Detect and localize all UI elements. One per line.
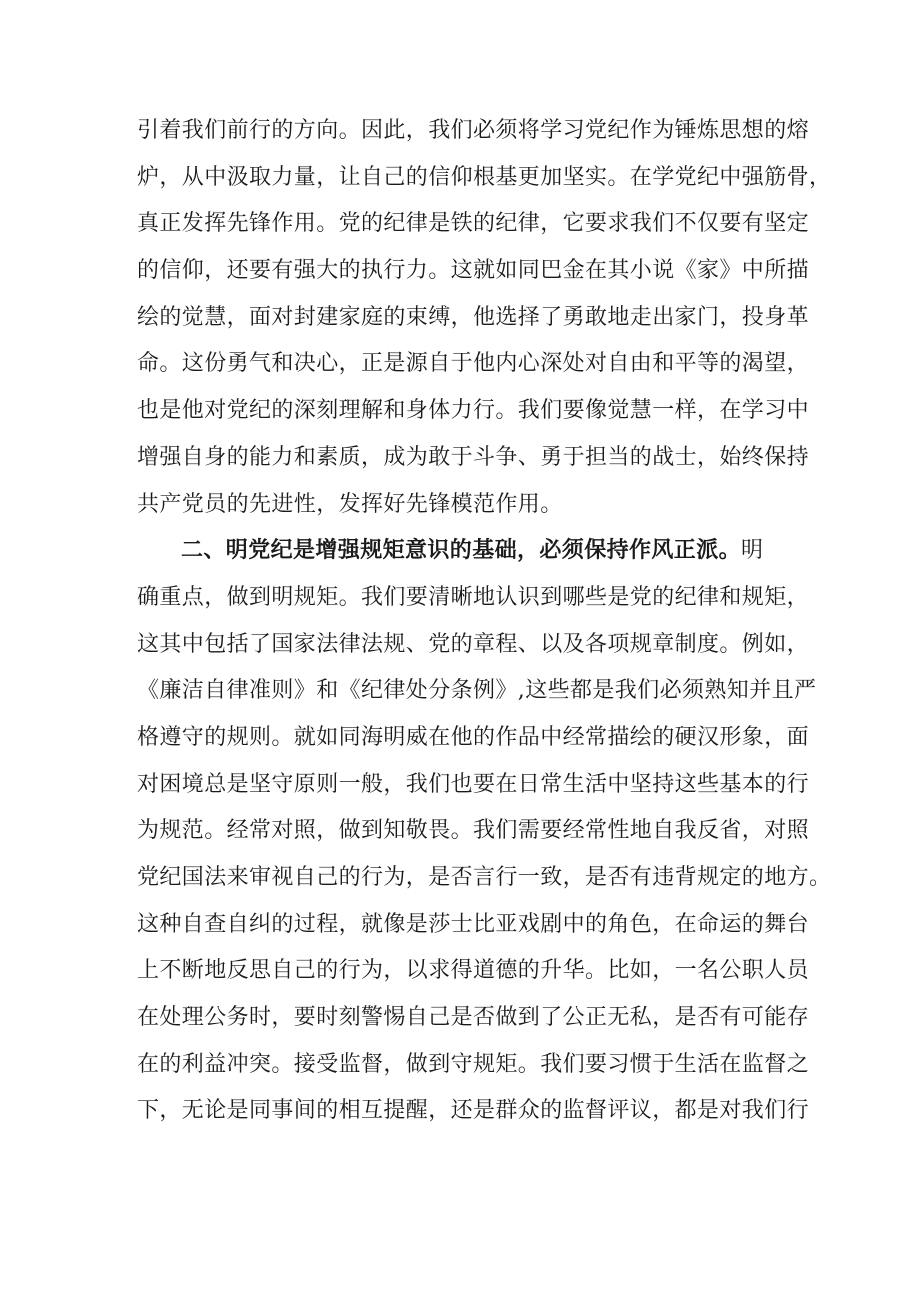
paragraph-line: 下，无论是同事间的相互提醒，还是群众的监督评议，都是对我们行 xyxy=(137,1098,810,1124)
paragraph-line: 也是他对党纪的深刻理解和身体力行。我们要像觉慧一样，在学习中 xyxy=(137,398,810,424)
paragraph-line: 这种自查自纠的过程，就像是莎士比亚戏剧中的角色，在命运的舞台 xyxy=(137,911,810,937)
paragraph-line: 增强自身的能力和素质，成为敢于斗争、勇于担当的战士，始终保持 xyxy=(137,444,810,470)
paragraph-line: 为规范。经常对照，做到知敬畏。我们需要经常性地自我反省，对照 xyxy=(137,818,810,844)
paragraph-line: 党纪国法来审视自己的行为，是否言行一致，是否有违背规定的地方。 xyxy=(137,865,832,890)
paragraph-line: 引着我们前行的方向。因此，我们必须将学习党纪作为锤炼思想的熔 xyxy=(137,118,810,143)
paragraph-2 xyxy=(137,528,832,1135)
paragraph-line: 真正发挥先锋作用。党的纪律是铁的纪律，它要求我们不仅要有坚定 xyxy=(137,211,810,237)
document-body xyxy=(137,108,832,1135)
paragraph-line: 确重点，做到明规矩。我们要清晰地认识到哪些是党的纪律和规矩， xyxy=(137,584,810,610)
paragraph-line: 在处理公务时，要时刻警惕自己是否做到了公正无私，是否有可能存 xyxy=(137,1005,810,1031)
paragraph-line: 绘的觉慧，面对封建家庭的束缚，他选择了勇敢地走出家门，投身革 xyxy=(137,304,810,330)
paragraph-line: 对困境总是坚守原则一般，我们也要在日常生活中坚持这些基本的行 xyxy=(137,771,810,797)
paragraph-line: 格遵守的规则。就如同海明威在他的作品中经常描绘的硬汉形象，面 xyxy=(137,724,810,750)
paragraph-1 xyxy=(137,108,832,528)
paragraph-first-line xyxy=(137,528,787,575)
paragraph-line: 上不断地反思自己的行为，以求得道德的升华。比如，一名公职人员 xyxy=(137,958,810,984)
paragraph-line: 命。这份勇气和决心，正是源自于他内心深处对自由和平等的渴望， xyxy=(137,351,810,377)
paragraph-line: 共产党员的先进性，发挥好先锋模范作用。 xyxy=(137,491,563,517)
section-heading: 二、明党纪是增强规矩意识的基础，必须保持作风正派。 xyxy=(181,538,742,564)
heading-continuation: 明 xyxy=(741,538,764,564)
paragraph-line: 炉，从中汲取力量，让自己的信仰根基更加坚实。在学党纪中强筋骨， xyxy=(137,164,832,190)
paragraph-line: 这其中包括了国家法律法规、党的章程、以及各项规章制度。例如， xyxy=(137,631,810,657)
paragraph-line: 在的利益冲突。接受监督，做到守规矩。我们要习惯于生活在监督之 xyxy=(137,1051,810,1077)
paragraph-line: 的信仰，还要有强大的执行力。这就如同巴金在其小说《家》中所描 xyxy=(137,258,810,284)
paragraph-line: 《廉洁自律准则》和《纪律处分条例》,这些都是我们必须熟知并且严 xyxy=(137,678,817,704)
